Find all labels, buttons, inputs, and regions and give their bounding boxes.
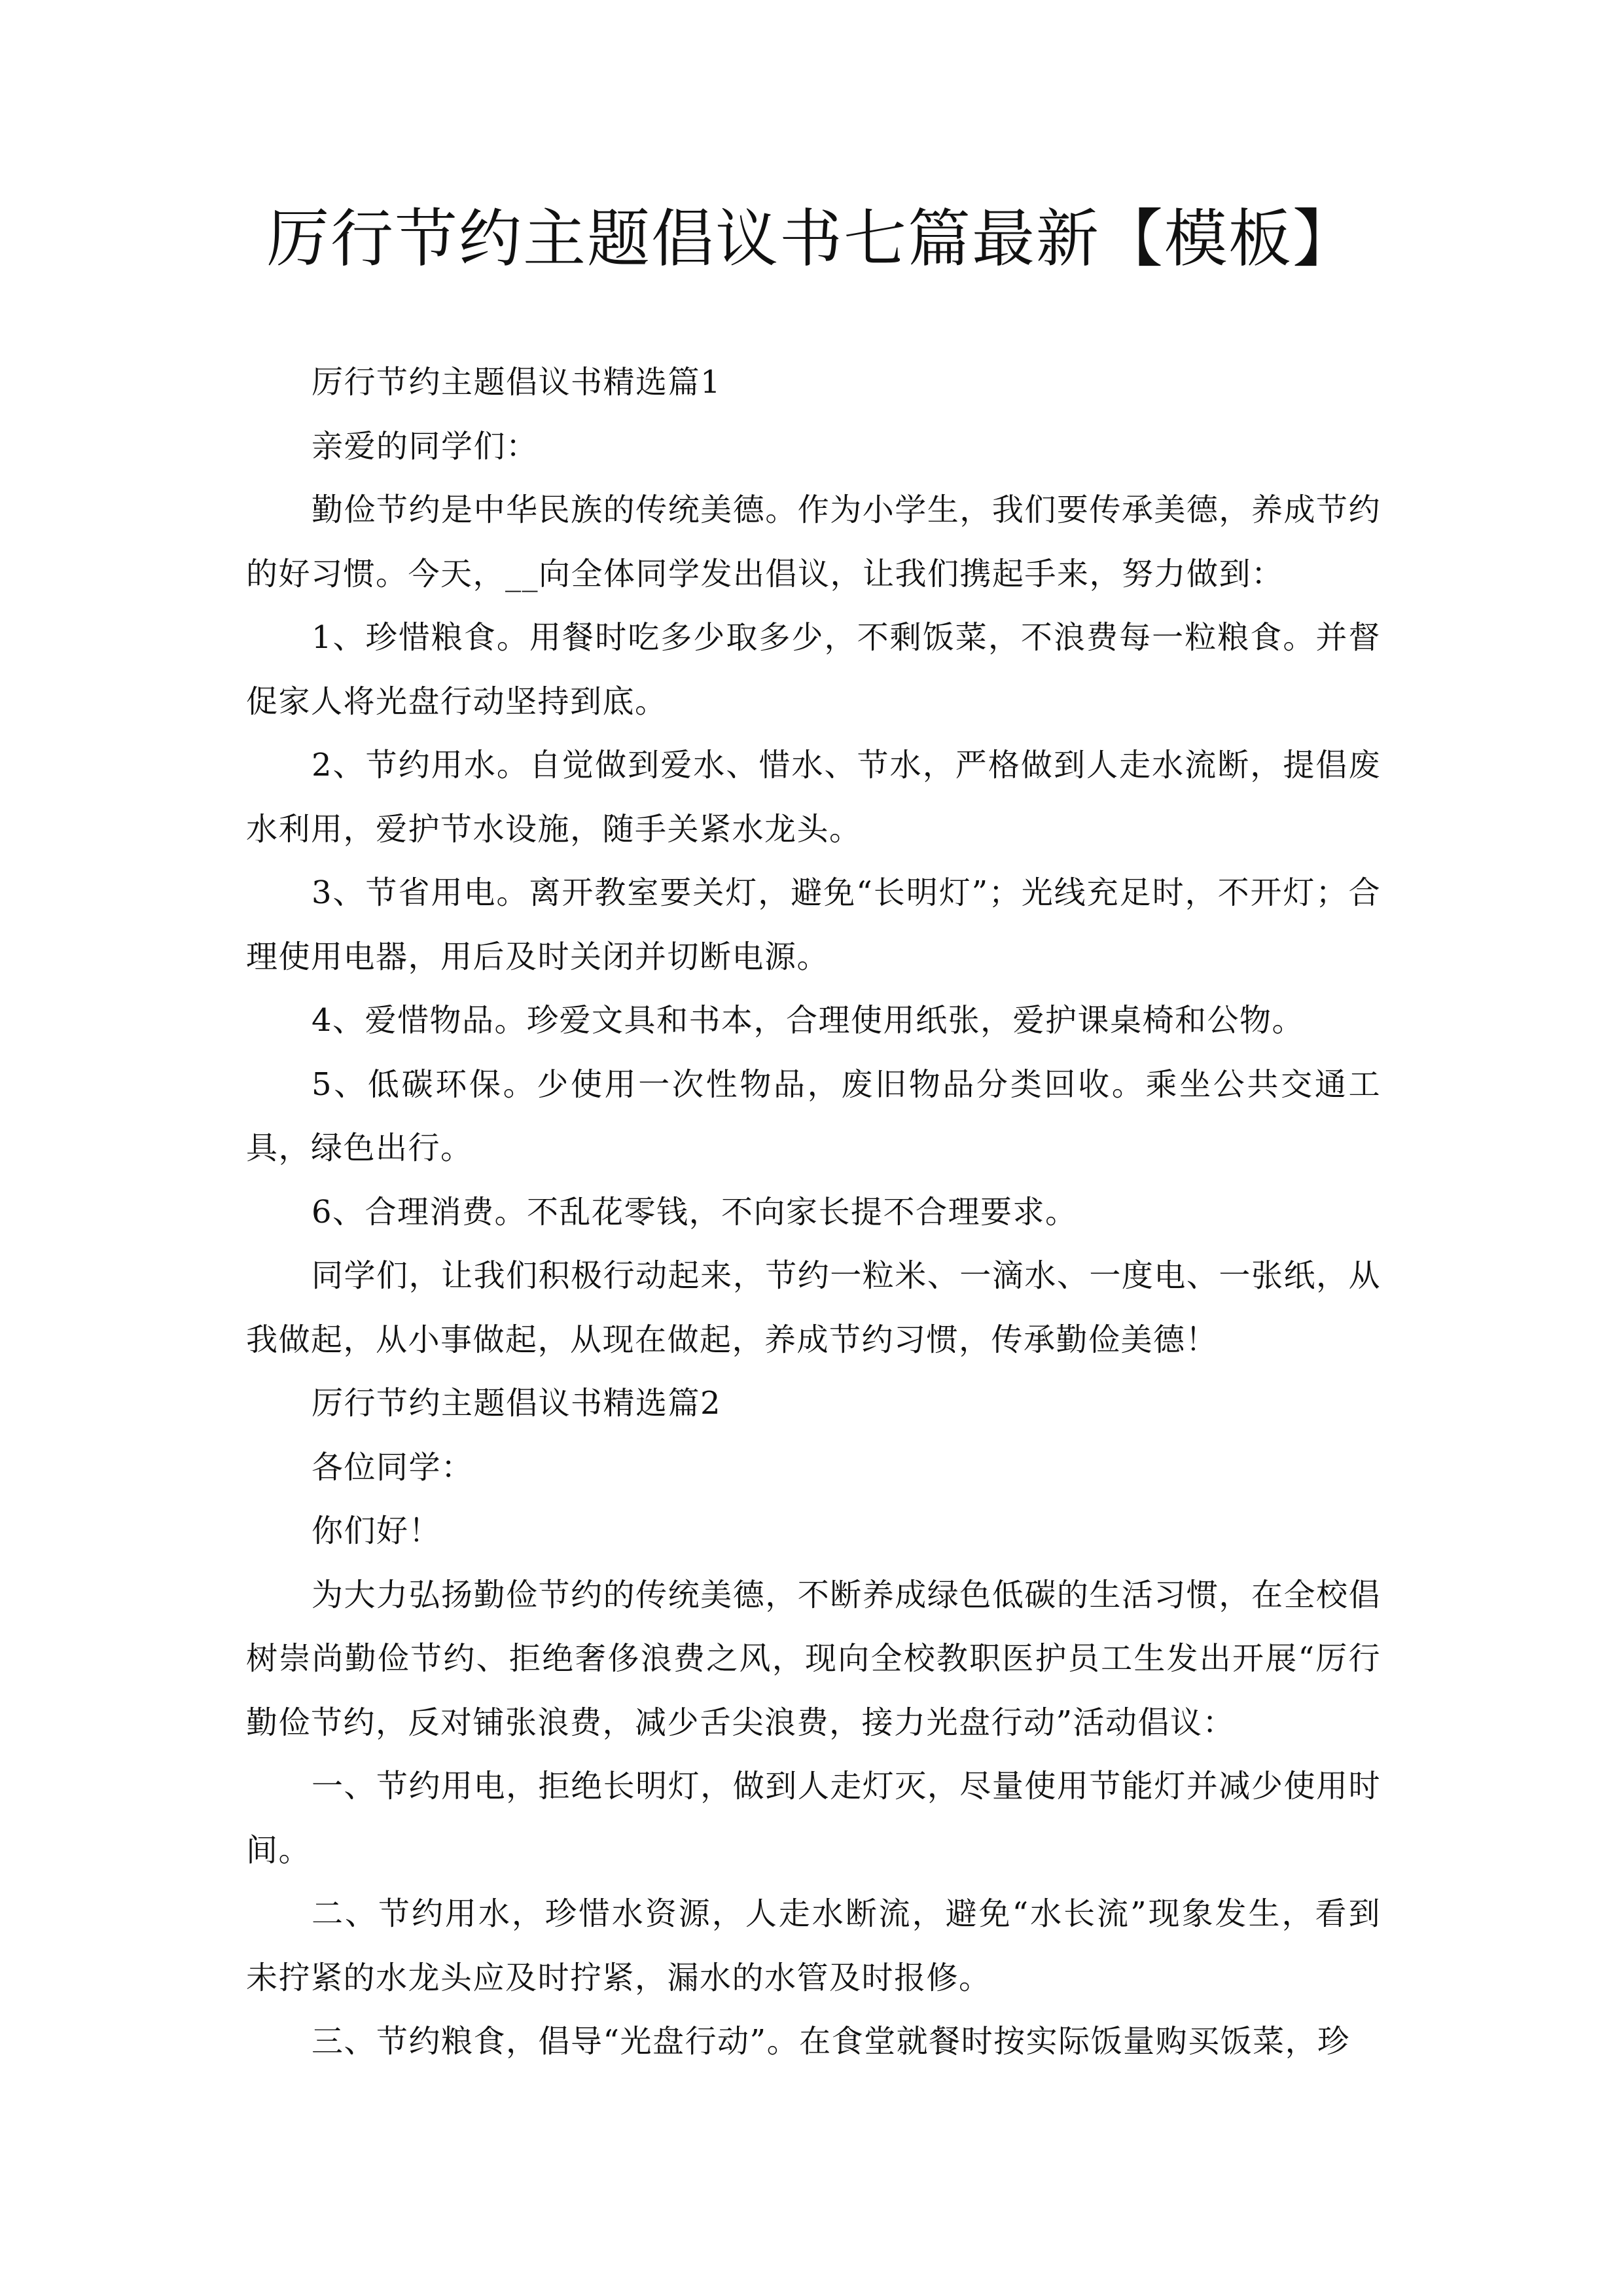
document-title: 厉行节约主题倡议书七篇最新【模板】 <box>266 202 1357 276</box>
list-item: 二、节约用水，珍惜水资源，人走水断流，避免“水长流”现象发生，看到未拧紧的水龙头应及时拧紧，漏水的水管及时报修。 <box>246 1895 1381 1996</box>
section-heading: 厉行节约主题倡议书精选篇2 <box>312 1385 722 1422</box>
list-item: 5、低碳环保。少使用一次性物品，废旧物品分类回收。乘坐公共交通工具，绿色出行。 <box>246 1066 1381 1166</box>
list-item: 3、节省用电。离开教室要关灯，避免“长明灯”；光线充足时，不开灯；合理使用电器，用后及时关闭并切断电源。 <box>246 874 1381 975</box>
list-item: 一、节约用电，拒绝长明灯，做到人走灯灭，尽量使用节能灯并减少使用时间。 <box>246 1768 1381 1869</box>
list-item: 6、合理消费。不乱花零钱，不向家长提不合理要求。 <box>312 1193 1078 1230</box>
list-item: 4、爱惜物品。珍爱文具和书本，合理使用纸张，爱护课桌椅和公物。 <box>312 1002 1305 1039</box>
greeting: 你们好！ <box>312 1513 442 1549</box>
list-item: 三、节约粮食，倡导“光盘行动”。在食堂就餐时按实际饭量购买饭菜，珍 <box>312 2023 1350 2060</box>
body-paragraph: 同学们，让我们积极行动起来，节约一粒米、一滴水、一度电、一张纸，从我做起，从小事做起，从现在做起，养成节约习惯，传承勤俭美德！ <box>246 1257 1381 1358</box>
body-paragraph: 勤俭节约是中华民族的传统美德。作为小学生，我们要传承美德，养成节约的好习惯。今天，__向全体同学发出倡议，让我们携起手来，努力做到： <box>246 492 1381 592</box>
list-item: 2、节约用水。自觉做到爱水、惜水、节水，严格做到人走水流断，提倡废水利用，爱护节水设施，随手关紧水龙头。 <box>246 747 1381 848</box>
body-paragraph: 为大力弘扬勤俭节约的传统美德，不断养成绿色低碳的生活习惯，在全校倡树崇尚勤俭节约、拒绝奢侈浪费之风，现向全校教职医护员工生发出开展“厉行勤俭节约，反对铺张浪费，减少舌尖浪费，接力光盘行动”活动倡议： <box>246 1576 1381 1741</box>
document-body <box>246 351 1381 2074</box>
list-item: 1、珍惜粮食。用餐时吃多少取多少，不剩饭菜，不浪费每一粒粮食。并督促家人将光盘行动坚持到底。 <box>246 619 1381 720</box>
section-heading: 厉行节约主题倡议书精选篇1 <box>312 364 722 401</box>
salutation: 亲爱的同学们： <box>312 427 539 465</box>
salutation: 各位同学： <box>312 1448 474 1486</box>
